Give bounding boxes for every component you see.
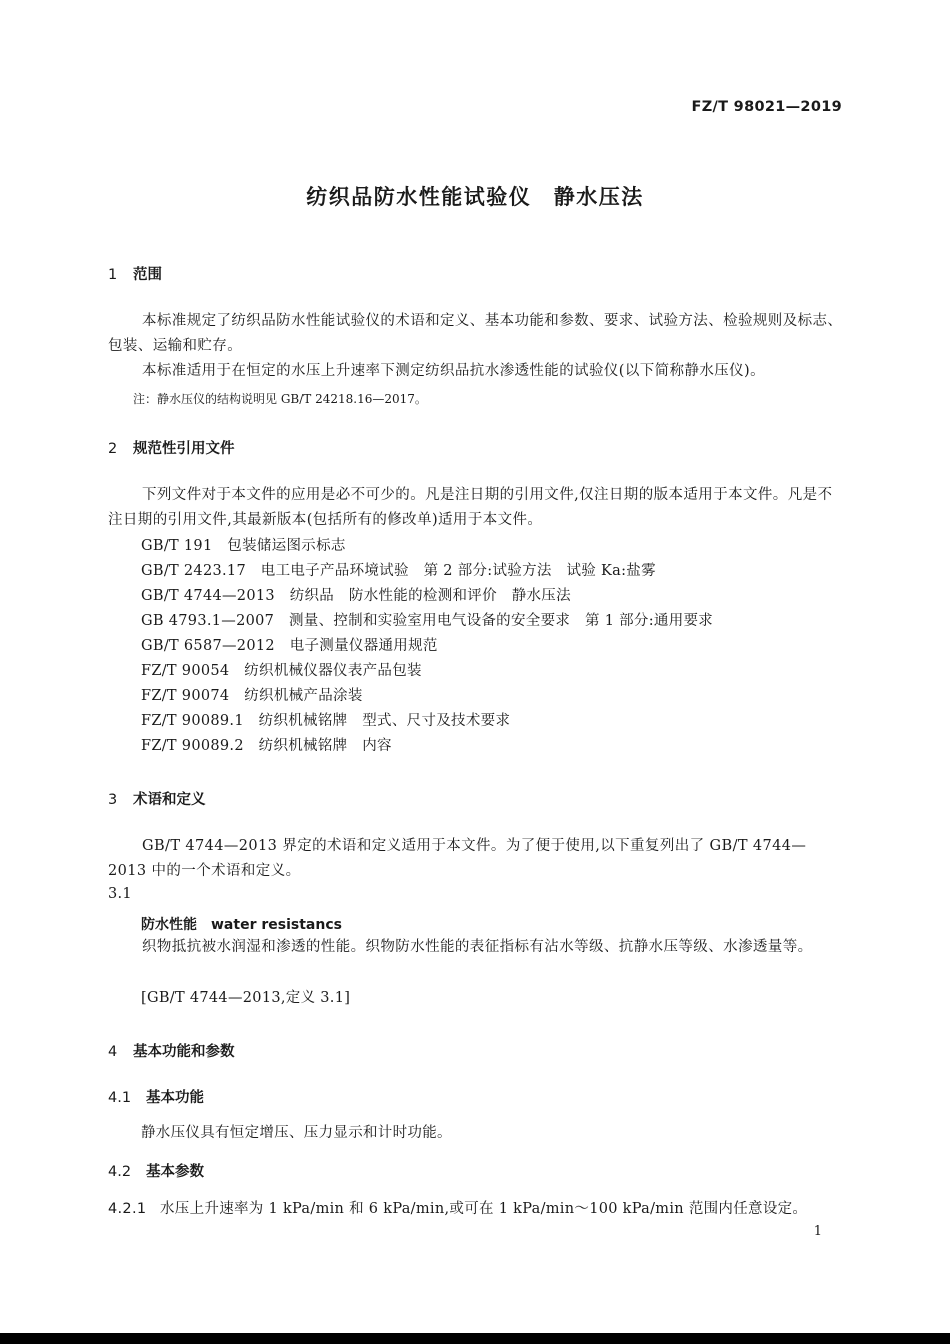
paragraph [108, 834, 843, 884]
section-title: 基本功能和参数 [133, 1044, 235, 1060]
paragraph [108, 483, 843, 533]
reference-item: FZ/T 90089.1 纺织机械铭牌 型式、尺寸及技术要求 [141, 713, 511, 729]
term-entry: 防水性能 water resistancs [141, 917, 342, 933]
subsection-title: 基本参数 [146, 1164, 204, 1180]
clause-4-2-1 [108, 1197, 807, 1218]
page-bottom-bar [0, 1333, 950, 1344]
note: 注：静水压仪的结构说明见 GB/T 24218.16—2017。 [133, 392, 427, 406]
subsection-number: 4.1 [108, 1090, 132, 1106]
reference-item: FZ/T 90089.2 纺织机械铭牌 内容 [141, 738, 392, 754]
subsection-4-1-heading [108, 1086, 204, 1107]
subsection-title: 基本功能 [146, 1090, 204, 1106]
clause-number: 4.2.1 [108, 1201, 147, 1217]
section-number: 4 [108, 1044, 118, 1060]
section-3-heading [108, 788, 206, 809]
section-2-heading [108, 437, 235, 458]
reference-item: FZ/T 90054 纺织机械仪器仪表产品包装 [141, 663, 422, 679]
standard-number: FZ/T 98021—2019 [691, 99, 842, 115]
paragraph: 静水压仪具有恒定增压、压力显示和计时功能。 [141, 1125, 452, 1141]
section-title: 规范性引用文件 [133, 441, 235, 457]
section-number: 3 [108, 792, 118, 808]
paragraph-text: 本标准适用于在恒定的水压上升速率下测定纺织品抗水渗透性能的试验仪(以下简称静水压仪)。 [142, 363, 766, 379]
clause-text: 水压上升速率为 1 kPa/min 和 6 kPa/min,或可在 1 kPa/min～100 kPa/min 范围内任意设定。 [160, 1201, 808, 1217]
paragraph-text: 下列文件对于本文件的应用是必不可少的。凡是注日期的引用文件,仅注日期的版本适用于本文件。凡是不注日期的引用文件,其最新版本(包括所有的修改单)适用于本文件。 [108, 487, 833, 528]
term-definition [108, 935, 843, 960]
section-number: 1 [108, 267, 118, 283]
reference-item: FZ/T 90074 纺织机械产品涂装 [141, 688, 363, 704]
reference-item: GB/T 2423.17 电工电子产品环境试验 第 2 部分:试验方法 试验 Ka:盐雾 [141, 563, 656, 579]
document-title: 纺织品防水性能试验仪 静水压法 [306, 185, 644, 209]
section-title: 范围 [133, 267, 162, 283]
subsection-number: 4.2 [108, 1164, 132, 1180]
paragraph-text: GB/T 4744—2013 界定的术语和定义适用于本文件。为了便于使用,以下重复列出了 GB/T 4744—2013 中的一个术语和定义。 [108, 838, 807, 879]
page-number: 1 [813, 1224, 822, 1239]
reference-item: GB/T 6587—2012 电子测量仪器通用规范 [141, 638, 438, 654]
paragraph [108, 309, 843, 359]
subsection-4-2-heading [108, 1160, 204, 1181]
paragraph-text: 本标准规定了纺织品防水性能试验仪的术语和定义、基本功能和参数、要求、试验方法、检验规则及标志、包装、运输和贮存。 [108, 313, 843, 354]
section-4-heading [108, 1040, 235, 1061]
paragraph [108, 359, 843, 384]
reference-item: GB 4793.1—2007 测量、控制和实验室用电气设备的安全要求 第 1 部分:通用要求 [141, 613, 714, 629]
term-source: [GB/T 4744—2013,定义 3.1] [141, 990, 351, 1006]
reference-item: GB/T 191 包装储运图示标志 [141, 538, 346, 554]
subsection-number: 3.1 [108, 886, 132, 902]
section-title: 术语和定义 [133, 792, 206, 808]
section-number: 2 [108, 441, 118, 457]
section-1-heading [108, 263, 162, 284]
reference-item: GB/T 4744—2013 纺织品 防水性能的检测和评价 静水压法 [141, 588, 571, 604]
paragraph-text: 织物抵抗被水润湿和渗透的性能。织物防水性能的表征指标有沾水等级、抗静水压等级、水渗透量等。 [142, 939, 813, 955]
